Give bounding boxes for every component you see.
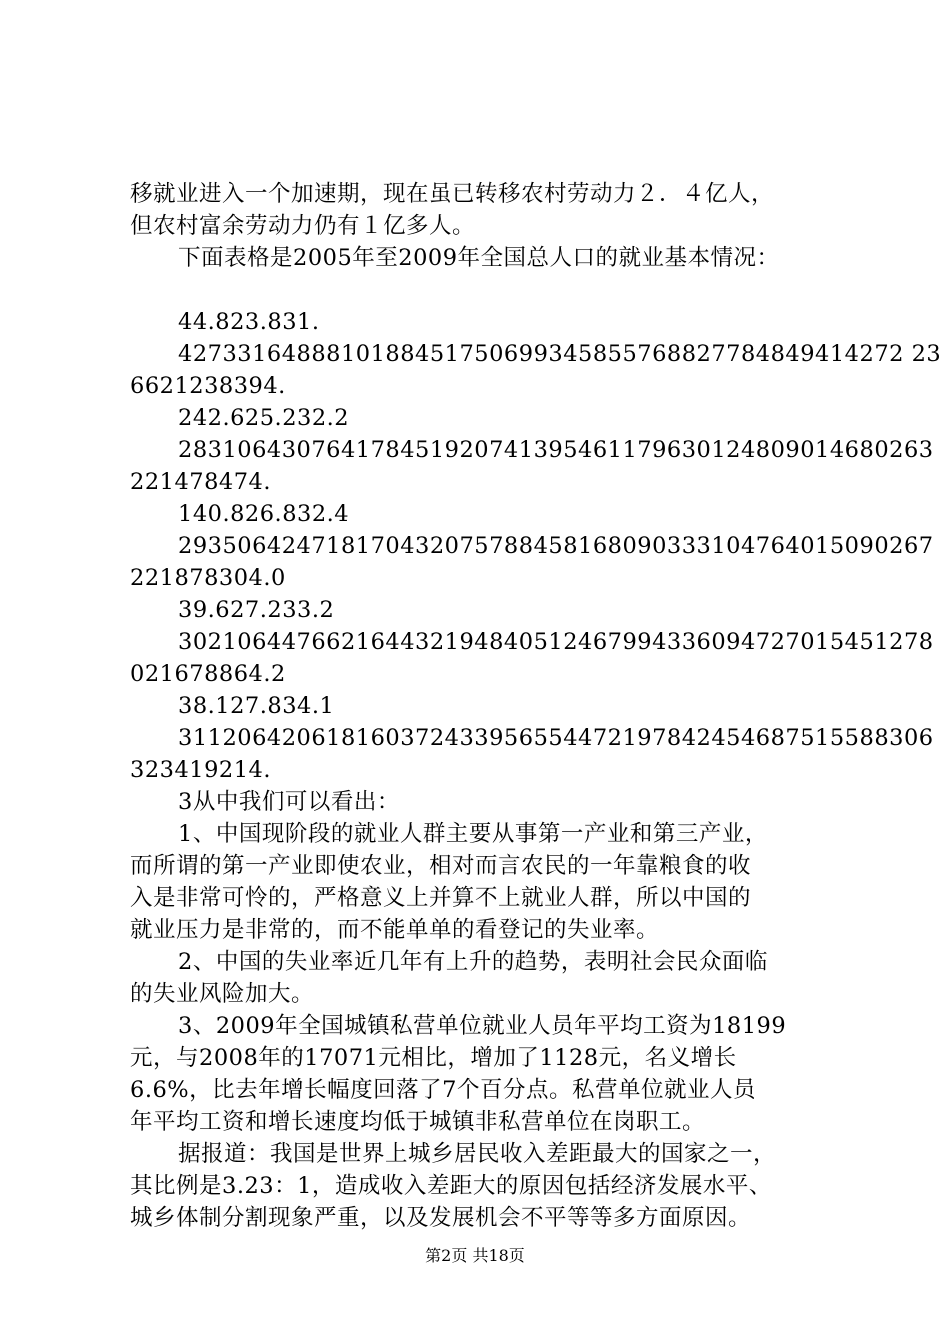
text-line: 39.627.233.2 [178, 597, 335, 623]
text-line: 6.6%，比去年增长幅度回落了7个百分点。私营单位就业人员 [130, 1077, 756, 1103]
text-line: 年平均工资和增长速度均低于城镇非私营单位在岗职工。 [130, 1109, 706, 1135]
text-line: 242.625.232.2 [178, 405, 350, 431]
text-line: 6621238394. [130, 373, 286, 399]
text-line: 入是非常可怜的，严格意义上并算不上就业人群，所以中国的 [130, 885, 752, 911]
document-body [130, 178, 942, 1234]
text-line: 3从中我们可以看出： [178, 789, 400, 815]
text-line: 140.826.832.4 [178, 501, 350, 527]
text-line: 293506424718170432075788458168090333104764015090267 [178, 533, 934, 559]
text-line: 221478474. [130, 469, 271, 495]
text-line: 就业压力是非常的，而不能单单的看登记的失业率。 [130, 917, 660, 943]
text-line: 323419214. [130, 757, 271, 783]
text-line: 38.127.834.1 [178, 693, 335, 719]
text-line: 302106447662164432194840512467994336094727015451278 [178, 629, 934, 655]
text-line: 2、中国的失业率近几年有上升的趋势，表明社会民众面临 [178, 949, 768, 975]
text-line: 021678864.2 [130, 661, 286, 687]
text-line: 1、中国现阶段的就业人群主要从事第一产业和第三产业， [178, 821, 768, 847]
text-line: 而所谓的第一产业即使农业，相对而言农民的一年靠粮食的收 [130, 853, 752, 879]
text-line: 城乡体制分割现象严重，以及发展机会不平等等多方面原因。 [130, 1205, 752, 1231]
blank-line [130, 274, 835, 306]
text-line: 移就业进入一个加速期，现在虽已转移农村劳动力２．４亿人， [130, 181, 775, 207]
text-line: 221878304.0 [130, 565, 286, 591]
text-line: 其比例是3.23：1，造成收入差距大的原因包括经济发展水平、 [130, 1173, 772, 1199]
text-line: 下面表格是2005年至2009年全国总人口的就业基本情况： [178, 245, 780, 271]
text-line: 元，与2008年的17071元相比，增加了1128元，名义增长 [130, 1045, 737, 1071]
page-footer [0, 1243, 950, 1266]
page-number-label: 第2页 共18页 [425, 1246, 525, 1265]
text-line: 311206420618160372433956554472197842454687515588306 [178, 725, 934, 751]
text-line: 3、2009年全国城镇私营单位就业人员年平均工资为18199 [178, 1013, 787, 1039]
text-line: 4273316488810188451750699345855768827784849414272 23 [178, 341, 942, 367]
text-line: 44.823.831. [178, 309, 320, 335]
text-line: 的失业风险加大。 [130, 981, 315, 1007]
text-line: 据报道：我国是世界上城乡居民收入差距最大的国家之一， [178, 1141, 777, 1167]
text-line: 但农村富余劳动力仍有１亿多人。 [130, 213, 476, 239]
text-line: 283106430764178451920741395461179630124809014680263 [178, 437, 934, 463]
